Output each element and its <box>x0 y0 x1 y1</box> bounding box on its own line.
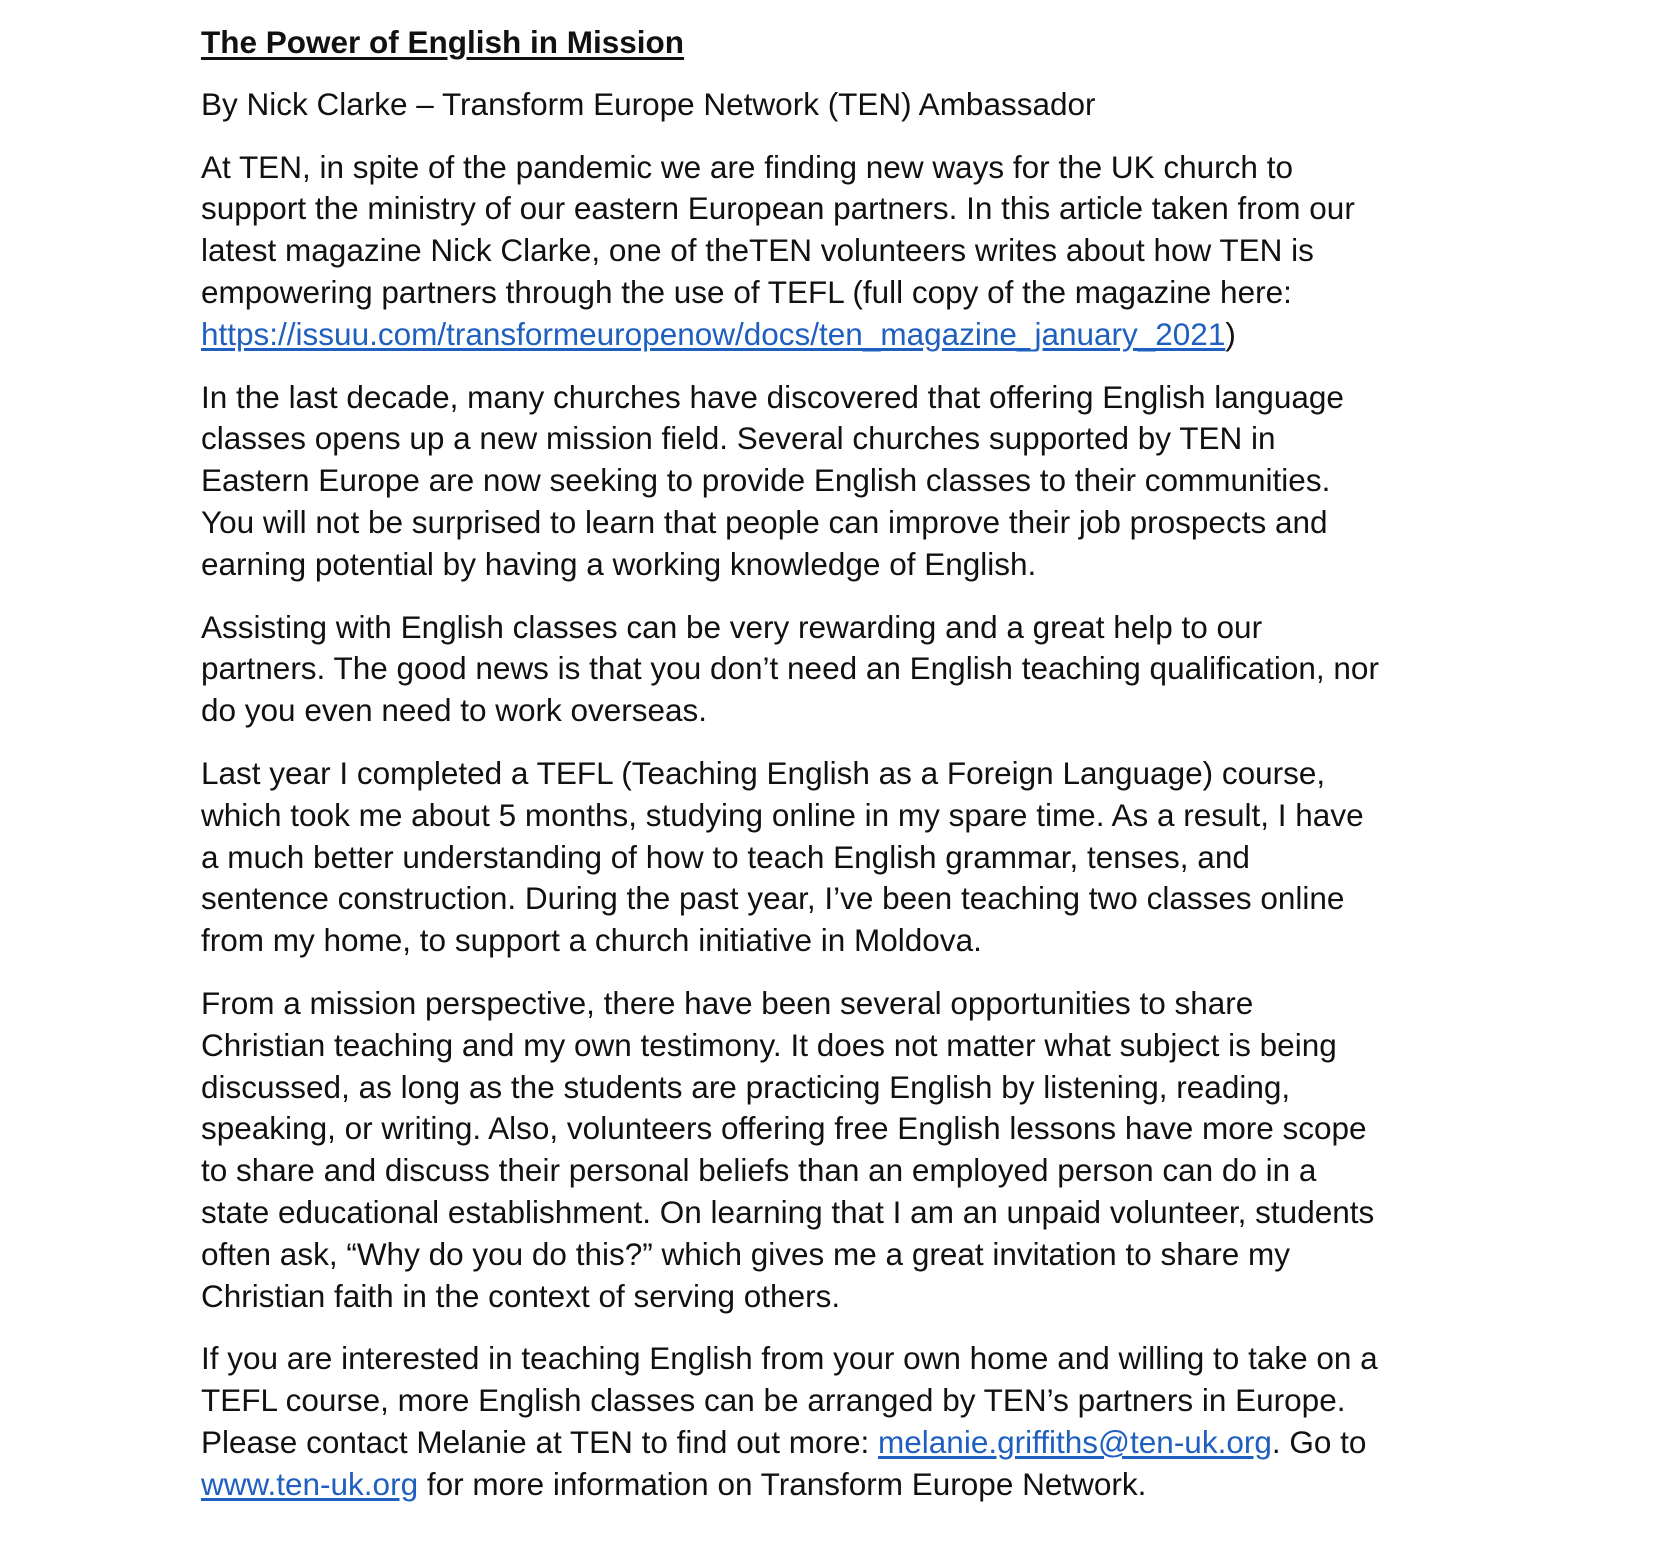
paragraph-line: speaking, or writing. Also, volunteers offering free English lessons have more scope <box>201 1110 1367 1147</box>
paragraph-line: Eastern Europe are now seeking to provide English classes to their communities. <box>201 462 1331 499</box>
paragraph-line: from my home, to support a church initiative in Moldova. <box>201 922 982 959</box>
paragraph-line: partners. The good news is that you don’t need an English teaching qualification, nor <box>201 650 1379 687</box>
paragraph-english-classes <box>201 377 1501 586</box>
paragraph-line: From a mission perspective, there have been several opportunities to share <box>201 984 1254 1021</box>
paragraph-line: a much better understanding of how to teach English grammar, tenses, and <box>201 838 1250 875</box>
paragraph-line: At TEN, in spite of the pandemic we are finding new ways for the UK church to <box>201 148 1293 185</box>
paragraph-line: discussed, as long as the students are practicing English by listening, reading, <box>201 1068 1291 1105</box>
contact-suffix: . Go to <box>1271 1423 1367 1460</box>
paragraph-line: You will not be surprised to learn that people can improve their job prospects and <box>201 503 1328 540</box>
paragraph-line: Assisting with English classes can be very rewarding and a great help to our <box>201 608 1263 645</box>
website-suffix: for more information on Transform Europe Network. <box>418 1465 1147 1502</box>
paragraph-line: latest magazine Nick Clarke, one of theTEN volunteers writes about how TEN is <box>201 232 1314 269</box>
paragraph-mission-perspective <box>201 983 1501 1317</box>
paragraph-line: sentence construction. During the past year, I’ve been teaching two classes online <box>201 880 1345 917</box>
document-title: The Power of English in Mission <box>201 24 685 60</box>
paragraph-line: empowering partners through the use of TEFL (full copy of the magazine here: <box>201 273 1292 310</box>
closing-paren: ) <box>1225 315 1236 352</box>
website-link[interactable]: www.ten-uk.org <box>201 1465 419 1502</box>
paragraph-line: Christian faith in the context of serving others. <box>201 1277 841 1314</box>
byline: By Nick Clarke – Transform Europe Network (TEN) Ambassador <box>201 85 1096 122</box>
paragraph-line: support the ministry of our eastern European partners. In this article taken from our <box>201 190 1355 227</box>
paragraph-line: classes opens up a new mission field. Several churches supported by TEN in <box>201 420 1276 457</box>
paragraph-line: earning potential by having a working knowledge of English. <box>201 545 1037 582</box>
paragraph-line: Last year I completed a TEFL (Teaching English as a Foreign Language) course, <box>201 754 1326 791</box>
email-link[interactable]: melanie.griffiths@ten-uk.org <box>878 1423 1272 1460</box>
paragraph-line: which took me about 5 months, studying online in my spare time. As a result, I have <box>201 796 1364 833</box>
paragraph-line: to share and discuss their personal beliefs than an employed person can do in a <box>201 1152 1317 1189</box>
paragraph-tefl-course <box>201 753 1501 962</box>
paragraph-line: often ask, “Why do you do this?” which gives me a great invitation to share my <box>201 1235 1291 1272</box>
paragraph-line: Christian teaching and my own testimony. It does not matter what subject is being <box>201 1026 1337 1063</box>
intro-paragraph <box>201 147 1501 356</box>
paragraph-line <box>201 314 1501 356</box>
paragraph-contact <box>201 1338 1501 1505</box>
paragraph-assisting <box>201 607 1501 732</box>
paragraph-line <box>201 1464 1501 1506</box>
paragraph-line: state educational establishment. On learning that I am an unpaid volunteer, students <box>201 1193 1375 1230</box>
paragraph-line: If you are interested in teaching English from your own home and willing to take on a <box>201 1340 1378 1377</box>
paragraph-line: In the last decade, many churches have discovered that offering English language <box>201 378 1344 415</box>
magazine-link[interactable]: https://issuu.com/transformeuropenow/docs/ten_magazine_january_2021 <box>201 315 1226 352</box>
paragraph-line: do you even need to work overseas. <box>201 692 708 729</box>
document-page <box>201 22 1501 1527</box>
paragraph-line <box>201 1422 1501 1464</box>
paragraph-line: TEFL course, more English classes can be arranged by TEN’s partners in Europe. <box>201 1382 1346 1419</box>
contact-prefix: Please contact Melanie at TEN to find out more: <box>201 1423 879 1460</box>
